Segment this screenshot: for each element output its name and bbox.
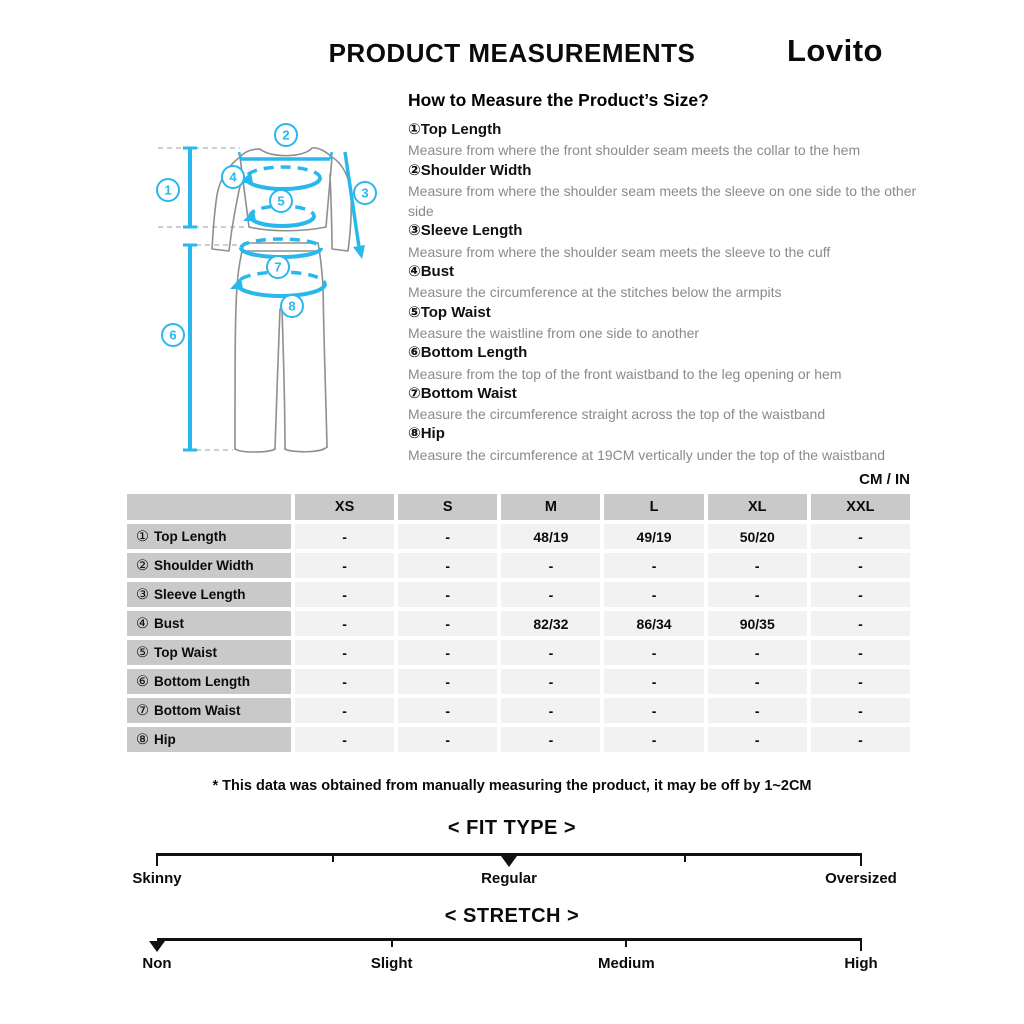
size-value-cell: - [708, 698, 807, 723]
row-number: ① [136, 528, 149, 545]
slider-label-medium: Medium [597, 955, 655, 972]
size-value-cell: - [398, 727, 497, 752]
instruction-number: ③ [408, 222, 421, 240]
size-col-header: S [398, 494, 497, 520]
measurement-disclaimer: * This data was obtained from manually measuring the product, it may be off by 1~2CM [212, 778, 812, 794]
instruction-number: ④ [408, 263, 421, 281]
row-name: Shoulder Width [154, 558, 254, 573]
fit-type-heading: < FIT TYPE > [447, 817, 577, 839]
size-value-cell: - [295, 640, 394, 665]
size-value-cell: - [811, 698, 910, 723]
instruction-label: Bottom Length [420, 344, 528, 362]
instruction-number: ⑧ [408, 425, 421, 443]
row-number: ② [136, 557, 149, 574]
size-value-cell: - [398, 582, 497, 607]
size-value-cell: - [811, 524, 910, 549]
row-label [127, 698, 291, 723]
instruction-desc: Measure the circumference straight across the top of the waistband [408, 406, 826, 423]
instruction-label: Bust [420, 263, 455, 281]
size-value-cell: - [501, 727, 600, 752]
instruction-label: Sleeve Length [420, 222, 523, 240]
row-label [127, 524, 291, 549]
page-title: PRODUCT MEASUREMENTS [328, 38, 696, 68]
instruction-label: Top Length [420, 121, 502, 138]
diagram-number-2: 2 [282, 127, 290, 143]
size-value-cell: - [398, 524, 497, 549]
size-col-header: L [604, 494, 703, 520]
size-value-cell: - [295, 611, 394, 636]
size-value-cell: - [295, 553, 394, 578]
size-value-cell: - [604, 640, 703, 665]
instruction-item [408, 262, 923, 303]
size-value-cell: - [501, 582, 600, 607]
stretch-marker [149, 941, 165, 952]
slider-tick [156, 853, 158, 866]
slider-label-high: High [844, 955, 878, 972]
garment-measurement-diagram [140, 100, 410, 480]
size-value-cell: - [811, 611, 910, 636]
row-label [127, 553, 291, 578]
instruction-number: ⑦ [408, 384, 421, 402]
size-value-cell: 50/20 [708, 524, 807, 549]
size-value-cell: 48/19 [501, 524, 600, 549]
slider-tick [684, 853, 686, 862]
instruction-number: ① [408, 121, 421, 138]
size-value-cell: - [708, 640, 807, 665]
instruction-item [408, 161, 923, 222]
size-value-cell: - [295, 698, 394, 723]
size-value-cell: - [811, 727, 910, 752]
instruction-desc: Measure the circumference at 19CM vertically under the top of the waistband [408, 446, 886, 463]
instruction-label: Shoulder Width [420, 161, 532, 179]
lovito-logo: Lovito [787, 33, 883, 68]
size-value-cell: - [604, 553, 703, 578]
size-value-cell: - [708, 727, 807, 752]
size-value-cell: - [708, 669, 807, 694]
size-value-cell: - [501, 698, 600, 723]
fit-type-slider [132, 853, 897, 895]
slider-track [157, 938, 861, 941]
instruction-label: Bottom Waist [420, 384, 517, 402]
row-number: ⑧ [136, 731, 149, 748]
size-value-cell: - [604, 582, 703, 607]
size-value-cell: - [295, 582, 394, 607]
instruction-number: ⑤ [408, 303, 421, 321]
row-name: Sleeve Length [154, 587, 246, 602]
instruction-item [408, 120, 923, 161]
instruction-desc: Measure from where the shoulder seam meets the sleeve on one side to the other side [408, 182, 917, 220]
size-value-cell: - [501, 640, 600, 665]
instruction-desc: Measure from the top of the front waistband to the leg opening or hem [408, 365, 842, 382]
instruction-desc: Measure the circumference at the stitches below the armpits [408, 284, 782, 301]
size-value-cell: - [811, 669, 910, 694]
diagram-number-3: 3 [361, 185, 369, 201]
row-number: ④ [136, 615, 149, 632]
instruction-desc: Measure from where the shoulder seam meets the sleeve to the cuff [408, 243, 831, 260]
fit-type-marker [501, 856, 517, 867]
row-name: Top Waist [154, 645, 217, 660]
row-number: ⑥ [136, 673, 149, 690]
units-label: CM / IN [859, 471, 910, 488]
size-value-cell: - [708, 553, 807, 578]
size-table [127, 494, 910, 752]
instruction-label: Hip [420, 425, 445, 443]
row-label [127, 582, 291, 607]
row-name: Bottom Waist [154, 703, 241, 718]
row-label [127, 669, 291, 694]
slider-label-oversized: Oversized [825, 870, 897, 887]
row-number: ⑦ [136, 702, 149, 719]
size-value-cell: - [398, 553, 497, 578]
diagram-number-1: 1 [164, 182, 172, 198]
row-number: ⑤ [136, 644, 149, 661]
size-value-cell: - [501, 669, 600, 694]
stretch-slider [142, 938, 878, 980]
instruction-label: Top Waist [420, 303, 491, 321]
row-label [127, 727, 291, 752]
row-name: Hip [154, 732, 176, 747]
slider-tick [391, 938, 393, 947]
instruction-item [408, 303, 923, 344]
size-value-cell: - [604, 669, 703, 694]
diagram-number-5: 5 [277, 193, 285, 209]
size-col-header: XS [295, 494, 394, 520]
size-value-cell: 90/35 [708, 611, 807, 636]
size-value-cell: - [295, 669, 394, 694]
how-to-measure-section [408, 90, 923, 465]
size-value-cell: - [811, 553, 910, 578]
row-name: Bust [154, 616, 184, 631]
size-value-cell: - [604, 727, 703, 752]
slider-label-regular: Regular [481, 870, 537, 887]
size-value-cell: - [604, 698, 703, 723]
instruction-number: ⑥ [408, 344, 421, 362]
instruction-item [408, 424, 923, 465]
slider-tick [860, 938, 862, 951]
size-col-header: XL [708, 494, 807, 520]
size-value-cell: - [811, 582, 910, 607]
instruction-desc: Measure from where the front shoulder seam meets the collar to the hem [408, 142, 861, 159]
size-value-cell: - [398, 698, 497, 723]
how-to-measure-title: How to Measure the Product’s Size? [408, 90, 709, 110]
slider-tick [860, 853, 862, 866]
slider-label-skinny: Skinny [132, 870, 182, 887]
diagram-number-6: 6 [169, 327, 177, 343]
slider-label-non: Non [142, 955, 172, 972]
instruction-number: ② [408, 161, 421, 179]
stretch-heading: < STRETCH > [444, 905, 580, 927]
size-value-cell: 86/34 [604, 611, 703, 636]
row-name: Top Length [154, 529, 227, 544]
size-value-cell: - [295, 524, 394, 549]
slider-label-slight: Slight [370, 955, 413, 972]
diagram-number-4: 4 [229, 169, 237, 185]
size-col-header: M [501, 494, 600, 520]
size-value-cell: - [708, 582, 807, 607]
diagram-number-7: 7 [274, 259, 282, 275]
size-value-cell: 49/19 [604, 524, 703, 549]
instruction-item [408, 343, 923, 384]
size-col-header: XXL [811, 494, 910, 520]
size-value-cell: - [398, 640, 497, 665]
slider-tick [332, 853, 334, 862]
corner-cell [127, 494, 291, 520]
row-label [127, 640, 291, 665]
size-value-cell: - [295, 727, 394, 752]
slider-tick [625, 938, 627, 947]
instruction-desc: Measure the waistline from one side to another [408, 324, 700, 341]
row-name: Bottom Length [154, 674, 250, 689]
row-number: ③ [136, 586, 149, 603]
instruction-item [408, 221, 923, 262]
row-label [127, 611, 291, 636]
size-value-cell: - [811, 640, 910, 665]
diagram-number-8: 8 [288, 298, 296, 314]
size-value-cell: - [501, 553, 600, 578]
size-value-cell: - [398, 669, 497, 694]
size-value-cell: - [398, 611, 497, 636]
size-value-cell: 82/32 [501, 611, 600, 636]
instruction-item [408, 384, 923, 425]
